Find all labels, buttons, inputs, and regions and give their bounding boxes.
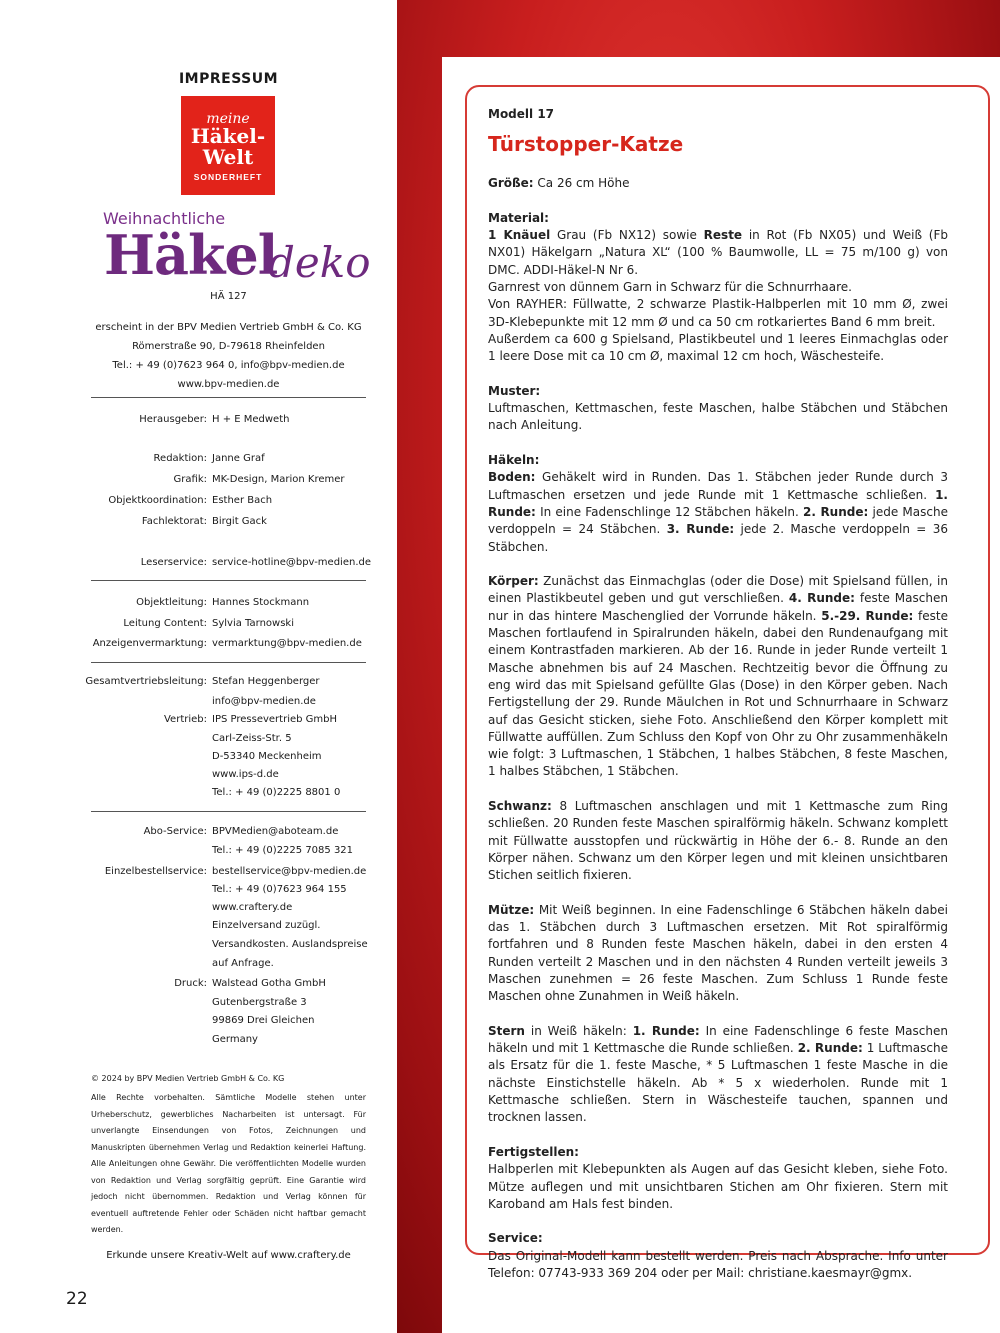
- divider: [91, 397, 366, 398]
- credit-value: IPS Pressevertrieb GmbH: [212, 714, 338, 725]
- credit-label: Gesamtvertriebsleitung:: [85, 676, 207, 687]
- credit-value: service-hotline@bpv-medien.de: [212, 557, 371, 568]
- impressum-title: IMPRESSUM: [178, 71, 279, 87]
- material-section: Material: 1 Knäuel Grau (Fb NX12) sowie Reste in Rot (Fb NX05) und Weiß (Fb NX01) Häkelgarn „Natura XL“ (100 % Baumwolle, LL = 75 m/100 g) von DMC. ADDI-Häkel-N Nr 6. Garnrest von dünnem Garn in Schwarz für die Schnurrhaare. Von RAYHER: Füllwatte, 2 schwarze Plastik-Halbperlen mit 10 mm Ø, zwei 3D-Klebepunkte mit 12 mm Ø und ca 50 cm rotkariertes Band 6 mm breit. Außerdem ca 600 g Spielsand, Plastikbeutel und 1 leeres Einmachglas oder 1 leere Dose mit ca 10 cm Ø, maximal 12 cm hoch, Wäschesteife.: [488, 210, 948, 364]
- credit-value: 99869 Drei Gleichen: [212, 1015, 315, 1026]
- fertig-section: Fertigstellen: Halbperlen mit Klebepunkten als Augen auf das Gesicht kleben, siehe Foto. Mütze auflegen und mit unsichtbaren Stichen am Ohr fixieren. Stern mit Karoband am Hals fest binden.: [488, 1144, 948, 1211]
- credit-value: Germany: [212, 1034, 258, 1045]
- credit-value: www.craftery.de: [212, 902, 293, 913]
- credit-value: Sylvia Tarnowski: [212, 618, 294, 629]
- credit-value: Einzelversand zuzügl.: [212, 920, 321, 931]
- divider: [91, 662, 366, 663]
- credit-value: Esther Bach: [212, 495, 273, 506]
- legal-notice: Alle Rechte vorbehalten. Sämtliche Modelle stehen unter Urheberschutz, gewerbliches Nacharbeiten ist untersagt. Für unverlangte Einsendungen von Fotos, Zeichnungen und Manuskripten übernehmen Verlag und Redaktion keinerlei Haftung. Alle Anleitungen ohne Gewähr. Die veröffentlichten Modelle wurden von Redaktion und Verlag sorgfältig geprüft. Eine Garantie wird jedoch nicht übernommen. Redaktion und Verlag können für eventuell auftretende Fehler oder Schäden nicht haftbar gemacht werden.: [91, 1093, 366, 1234]
- muetze-section: Mütze: Mit Weiß beginnen. In eine Fadenschlinge 6 Stäbchen häkeln dabei das 1. Stäbchen durch 3 Luftmaschen ersetzen. Mit Rot spiralförmig fortfahren und 8 Runden feste Maschen häkeln, dabei in den ersten 4 Runden verteilt 2 Maschen und in den nächsten 4 Runden verteilt jeweils 3 Maschen zunehmen = 26 feste Maschen. Zum Schluss 1 Runde feste Maschen ohne Zunahmen in Weiß häkeln.: [488, 902, 948, 1004]
- credit-value: H + E Medweth: [212, 414, 290, 425]
- publisher-info: erscheint in der BPV Medien Vertrieb GmbH & Co. KG Römerstraße 90, D-79618 Rheinfelden Tel.: + 49 (0)7623 964 0, info@bpv-medien.de www.bpv-medien.de: [0, 318, 457, 394]
- credit-value: Gutenbergstraße 3: [212, 997, 307, 1008]
- credit-label: Fachlektorat:: [141, 516, 207, 527]
- credit-label: Leserservice:: [140, 557, 207, 568]
- credit-value: MK-Design, Marion Kremer: [212, 474, 345, 485]
- credit-value: info@bpv-medien.de: [212, 696, 316, 707]
- boden-section: Häkeln: Boden: Gehäkelt wird in Runden. Das 1. Stäbchen jeder Runde durch 3 Luftmaschen ersetzen und jede Runde mit 1 Kettmasche schließen. 1. Runde: In eine Fadenschlinge 12 Stäbchen häkeln. 2. Runde: jede Masche verdoppeln = 24 Stäbchen. 3. Runde: jede 2. Masche verdoppeln = 36 Stäbchen.: [488, 453, 948, 554]
- impressum-column: [0, 0, 397, 1333]
- credit-label: Objektleitung:: [136, 597, 207, 608]
- divider: [91, 811, 366, 812]
- credit-value: Tel.: + 49 (0)7623 964 155: [212, 884, 347, 895]
- credit-value: vermarktung@bpv-medien.de: [212, 638, 362, 649]
- stern-section: Stern in Weiß häkeln: 1. Runde: In eine Fadenschlinge 6 feste Maschen häkeln und mit 1 Kettmasche die Runde schließen. 2. Runde: 1 Luftmasche als Ersatz für die 1. feste Masche, * 5 Luftmaschen 1 feste Masche in die nächste Einstichstelle häkeln. Ab * 5 x wiederholen. Runde mit 1 Kettmasche schließen. Stern in Wäschesteife tauchen, spannen und trocknen lassen.: [488, 1023, 948, 1125]
- credit-label: Leitung Content:: [123, 618, 207, 629]
- brand-top: Weihnachtliche: [103, 209, 226, 228]
- credit-label: Herausgeber:: [139, 414, 207, 425]
- credit-value: www.ips-d.de: [212, 769, 279, 780]
- credit-label: Anzeigenvermarktung:: [92, 638, 207, 649]
- credit-value: Versandkosten. Auslandspreise: [212, 939, 368, 950]
- copyright: © 2024 by BPV Medien Vertrieb GmbH & Co. KG: [91, 1074, 285, 1083]
- credit-label: Grafik:: [173, 474, 207, 485]
- model-number: Modell 17: [488, 107, 555, 121]
- page-number: 22: [66, 1289, 88, 1309]
- credit-value: BPVMedien@aboteam.de: [212, 826, 339, 837]
- publisher-website: www.bpv-medien.de: [177, 379, 280, 390]
- explore-line: Erkunde unsere Kreativ-Welt auf www.craftery.de: [106, 1250, 351, 1261]
- size-section: Größe: Ca 26 cm Höhe: [488, 176, 630, 191]
- credit-label: Druck:: [174, 978, 207, 989]
- divider: [91, 580, 366, 581]
- credit-label: Redaktion:: [153, 453, 207, 464]
- credit-label: Vertrieb:: [163, 714, 207, 725]
- credit-value: Hannes Stockmann: [212, 597, 310, 608]
- brand-script: deko: [268, 238, 371, 287]
- credit-label: Einzelbestellservice:: [104, 866, 207, 877]
- credit-value: Birgit Gack: [212, 516, 267, 527]
- article-content: [488, 106, 948, 1300]
- credit-label: Objektkoordination:: [108, 495, 207, 506]
- schwanz-section: Schwanz: 8 Luftmaschen anschlagen und mit 1 Kettmasche zum Ring schließen. 20 Runden feste Maschen spiralförmig häkeln. Schwanz komplett mit Füllwatte ausstopfen und rückwärtig in Höhe der 6.- 8. Runde an den Körper nähen. Schwanz um den Körper legen und mit kleinen unsichtbaren Stichen seitlich fixieren.: [488, 798, 948, 883]
- koerper-section: Körper: Zunächst das Einmachglas (oder die Dose) mit Spielsand füllen, in einen Plastikbeutel geben und gut verschließen. 4. Runde: feste Maschen nur in das hintere Maschenglied der Vorrunde häkeln. 5.-29. Runde: feste Maschen fortlaufend in Spiralrunden häkeln, dabei den Rundenaufgang mit einem Kontrastfaden markieren. Ab der 16. Runde in jeder Runde verteilt 1 Masche abnehmen bis auf 24 Maschen. Rechtzeitig bevor die Öffnung zu eng wird das mit Spielsand gefüllte Glas (Dose) in den Körper geben. Nach Fertigstellung der 29. Runde Mäulchen in Rot und Schnurrhaare in Schwarz auf das Gesicht sticken, siehe Foto. Anschließend den Körper komplett mit Füllwatte auffüllen. Zum Schluss den Kopf von Ohr zu Ohr zusammenhäkeln wie folgt: 3 Luftmaschen, 1 Stäbchen, 1 halbes Stäbchen, 8 feste Maschen, 1 halbes Stäbchen, 1 Stäbchen.: [488, 574, 948, 779]
- credit-value: Stefan Heggenberger: [212, 676, 320, 687]
- issue-number: HÄ 127: [210, 291, 247, 302]
- credit-value: Janne Graf: [212, 453, 265, 464]
- article-title: Türstopper-Katze: [488, 132, 684, 157]
- credit-value: Walstead Gotha GmbH: [212, 978, 326, 989]
- credit-value: Carl-Zeiss-Str. 5: [212, 733, 292, 744]
- brand-main: Häkel: [104, 223, 278, 287]
- credit-value: D-53340 Meckenheim: [212, 751, 322, 762]
- credit-label: Abo-Service:: [143, 826, 207, 837]
- credit-value: auf Anfrage.: [212, 958, 274, 969]
- service-section: Service: Das Original-Modell kann bestellt werden. Preis nach Absprache. Info unter Telefon: 07743-933 369 204 oder per Mail: christiane.kaesmayr@gmx.: [488, 1231, 948, 1280]
- magazine-logo: meine Häkel- Welt SONDERHEFT: [181, 96, 275, 195]
- credit-value: bestellservice@bpv-medien.de: [212, 866, 367, 877]
- muster-section: Muster: Luftmaschen, Kettmaschen, feste Maschen, halbe Stäbchen und Stäbchen nach Anleitung.: [488, 383, 948, 433]
- credit-value: Tel.: + 49 (0)2225 8801 0: [212, 787, 341, 798]
- credit-value: Tel.: + 49 (0)2225 7085 321: [212, 845, 354, 856]
